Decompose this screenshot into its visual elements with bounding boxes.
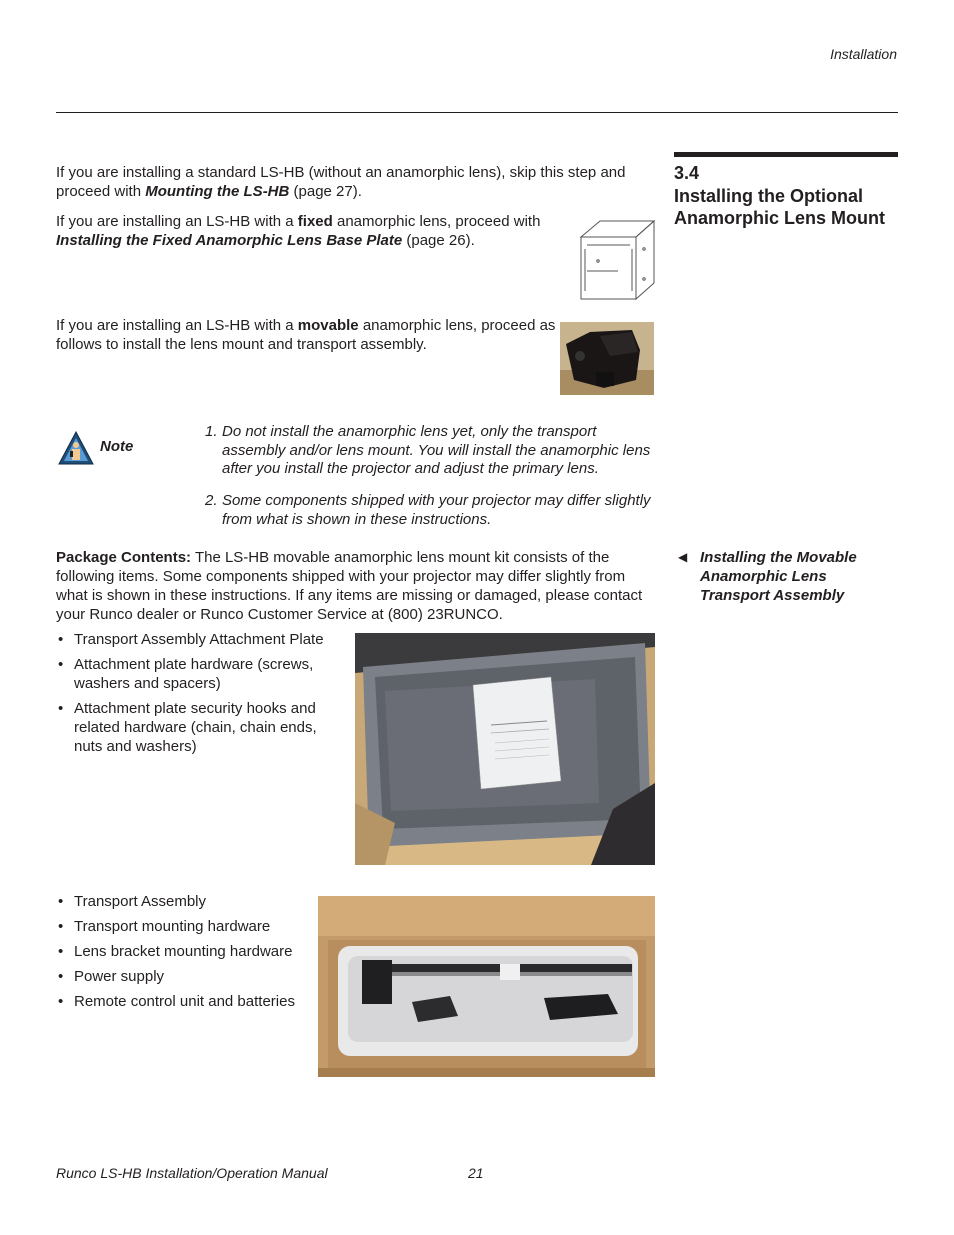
list-item: • Power supply [56, 967, 316, 986]
transport-assembly-box-photo [318, 896, 655, 1077]
page-number: 21 [468, 1165, 484, 1181]
base-plate-drawing [578, 219, 656, 303]
section-title: Installing the Optional Anamorphic Lens Mount [674, 186, 885, 228]
note-label: Note [100, 438, 134, 455]
intro-paragraph-1: If you are installing a standard LS-HB (without an anamorphic lens), skip this step and proceed with Mounting the LS-HB (page 27). [56, 164, 626, 200]
fixed-base-plate-link[interactable]: Installing the Fixed Anamorphic Lens Base Plate [56, 232, 403, 249]
section-bar [674, 152, 898, 157]
list-item: • Transport Assembly [56, 892, 316, 911]
note-item-1-number: 1. [205, 423, 218, 440]
section-number: 3.4 [674, 163, 700, 183]
list-item: • Remote control unit and batteries [56, 992, 316, 1011]
intro-paragraph-3: If you are installing an LS-HB with a movable anamorphic lens, proceed as follows to install the lens mount and transport assembly. [56, 317, 556, 353]
arrow-left-icon: ◀ [678, 550, 688, 564]
side-heading [678, 548, 890, 605]
mounting-link[interactable]: Mounting the LS-HB [145, 183, 290, 200]
package-list-1 [56, 630, 336, 762]
attachment-plate-box-photo [355, 633, 655, 865]
running-header: Installation [830, 46, 897, 62]
list-item: • Attachment plate hardware (screws, washers and spacers) [56, 655, 336, 693]
list-item: • Lens bracket mounting hardware [56, 942, 316, 961]
note-item-1: Do not install the anamorphic lens yet, only the transport assembly and/or lens mount. You will install the anamorphic lens after you install the projector and adjust the primary lens. [222, 423, 651, 477]
list-item: • Transport Assembly Attachment Plate [56, 630, 336, 649]
note-icon [58, 431, 94, 465]
package-list-2 [56, 892, 316, 1017]
intro-paragraph-2: If you are installing an LS-HB with a fixed anamorphic lens, proceed with Installing the Fixed Anamorphic Lens Base Plate (page 26). [56, 213, 541, 249]
lens-mount-photo [560, 322, 654, 395]
list-item: • Attachment plate security hooks and related hardware (chain, chain ends, nuts and washers) [56, 699, 336, 756]
note-item-2-number: 2. [205, 492, 218, 509]
list-item: • Transport mounting hardware [56, 917, 316, 936]
footer-manual-title: Runco LS-HB Installation/Operation Manual [56, 1165, 328, 1181]
header-rule [56, 112, 898, 113]
package-contents-paragraph: Package Contents: The LS-HB movable anamorphic lens mount kit consists of the following items. Some components shipped with your projector may differ slightly from what is shown in these instructions. If any items are missing or damaged, please contact your Runco dealer or Runco Customer Service at (800) 23RUNCO. [56, 549, 643, 623]
side-heading-text: Installing the Movable Anamorphic Lens Transport Assembly [700, 549, 857, 604]
note-item-2: Some components shipped with your projector may differ slightly from what is shown in these instructions. [222, 492, 651, 528]
